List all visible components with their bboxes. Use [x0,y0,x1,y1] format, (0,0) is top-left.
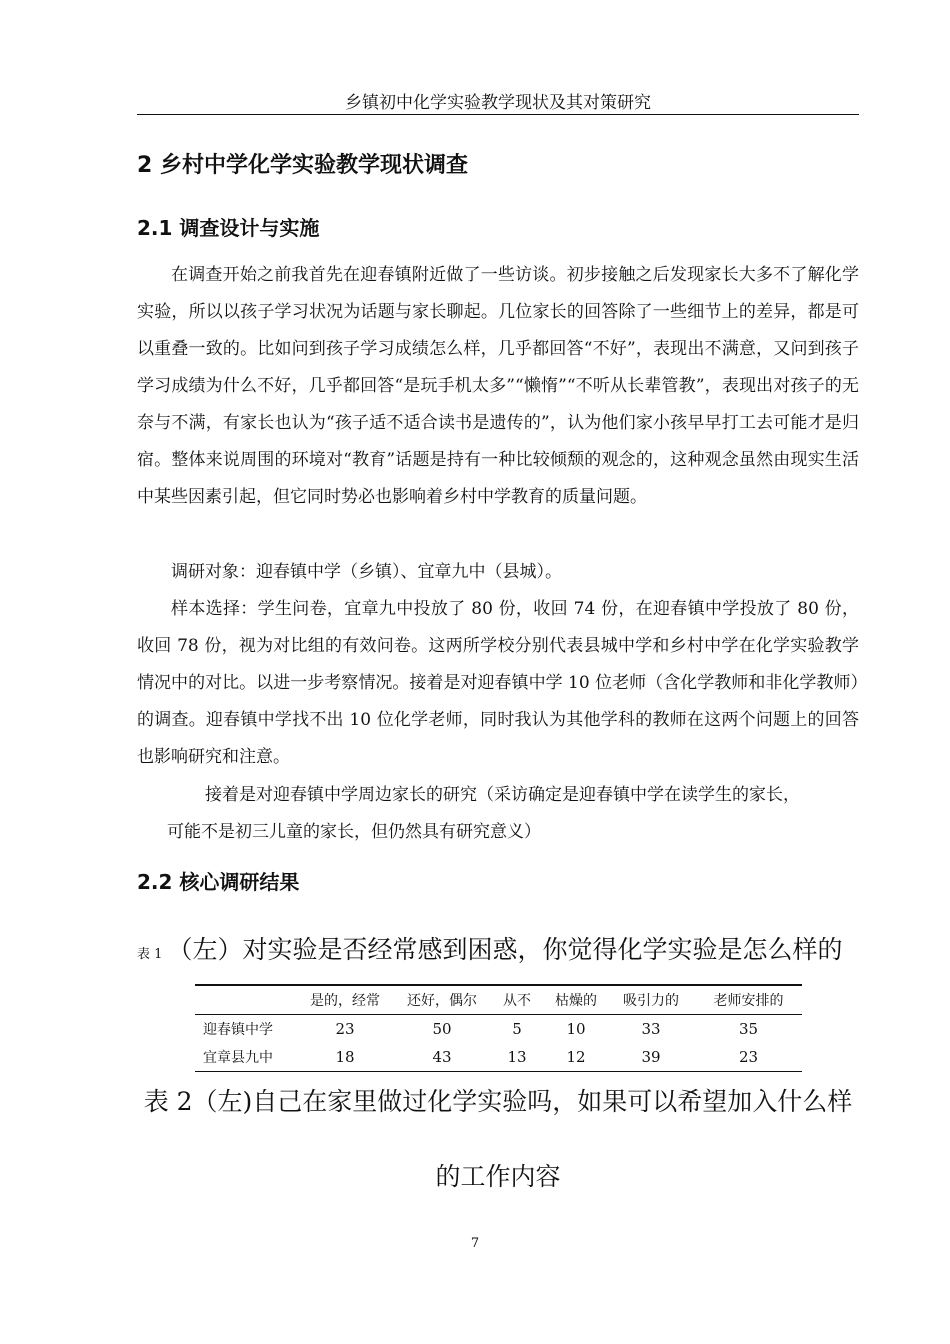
paragraph-survey-targets: 调研对象：迎春镇中学（乡镇）、宜章九中（县城）。 [171,562,562,582]
page-number: 7 [470,1236,480,1251]
table1-caption-text: （左）对实验是否经常感到困惑，你觉得化学实验是怎么样的 [167,935,843,964]
paragraph-parents-line1: 接着是对迎春镇中学周边家长的研究（采访确定是迎春镇中学在读学生的家长， [205,785,800,805]
running-header: 乡镇初中化学实验教学现状及其对策研究 [345,93,651,113]
table1-cell: 43 [395,1043,489,1072]
table1-header-row [195,985,802,1015]
table1-col-header: 是的，经常 [295,985,395,1015]
table1-row-label: 宜章县九中 [195,1043,295,1072]
paragraph-interviews: 在调查开始之前我首先在迎春镇附近做了一些访谈。初步接触之后发现家长大多不了解化学实验，所以以孩子学习状况为话题与家长聊起。几位家长的回答除了一些细节上的差异，都是可以重叠一致的。比如问到孩子学习成绩怎么样，几乎都回答“不好”，表现出不满意，又问到孩子学习成绩为什么不好，几乎都回答“是玩手机太多”“懒惰”“不听从长辈管教”，表现出对孩子的无奈与不满，有家长也认为“孩子适不适合读书是遗传的”，认为他们家小孩早早打工去可能才是归宿。整体来说周围的环境对“教育”话题是持有一种比较倾颓的观念的，这种观念虽然由现实生活中某些因素引起，但它同时势必也影响着乡村中学教育的质量问题。 [137,265,859,507]
table1-cell: 23 [335,1020,355,1038]
table1-cell: 18 [295,1043,395,1072]
subsection-heading-2-1: 2.1 调查设计与实施 [137,216,320,240]
table1-cell: 23 [695,1043,802,1072]
table1-cell: 50 [432,1020,452,1038]
table1-cell: 10 [566,1020,586,1038]
table1-cell: 39 [607,1043,695,1072]
table1-caption [137,930,843,966]
table1-col-header: 从不 [489,985,545,1015]
table-row [195,1043,802,1072]
subsection-heading-2-2: 2.2 核心调研结果 [137,870,300,894]
table1-cell: 33 [641,1020,661,1038]
table1-col-header: 还好，偶尔 [395,985,489,1015]
table1-col-header [195,985,295,1015]
table1-cell: 12 [545,1043,607,1072]
paragraph-sample-selection: 样本选择：学生问卷，宜章九中投放了 80 份，收回 74 份，在迎春镇中学投放了 80 份，收回 78 份，视为对比组的有效问卷。这两所学校分别代表县城中学和乡村中学在化学实验教学情况中的对比。以进一步考察情况。接着是对迎春镇中学 10 位老师（含化学教师和非化学教师）的调查。迎春镇中学找不出 10 位化学老师，同时我认为其他学科的教师在这两个问题上的回答也影响研究和注意。 [137,599,859,767]
table1 [195,984,802,1072]
table2-caption-line1: 表 2（左)自己在家里做过化学实验吗，如果可以希望加入什么样 [143,1087,853,1116]
table1-caption-tag: 表 1 [137,947,163,962]
table1-col-header: 枯燥的 [545,985,607,1015]
table2-caption-line2: 的工作内容 [435,1162,561,1191]
table-row [195,1015,802,1044]
table1-col-header: 老师安排的 [695,985,802,1015]
table1-cell: 35 [738,1020,759,1038]
header-rule [137,114,859,115]
table1-row-label: 迎春镇中学 [203,1022,273,1038]
table1-cell: 13 [489,1043,545,1072]
table1-col-header: 吸引力的 [607,985,695,1015]
paragraph-parents-line2: 可能不是初三儿童的家长，但仍然具有研究意义） [167,822,541,842]
section-heading: 2 乡村中学化学实验教学现状调查 [137,153,468,178]
table1-cell: 5 [512,1020,522,1038]
